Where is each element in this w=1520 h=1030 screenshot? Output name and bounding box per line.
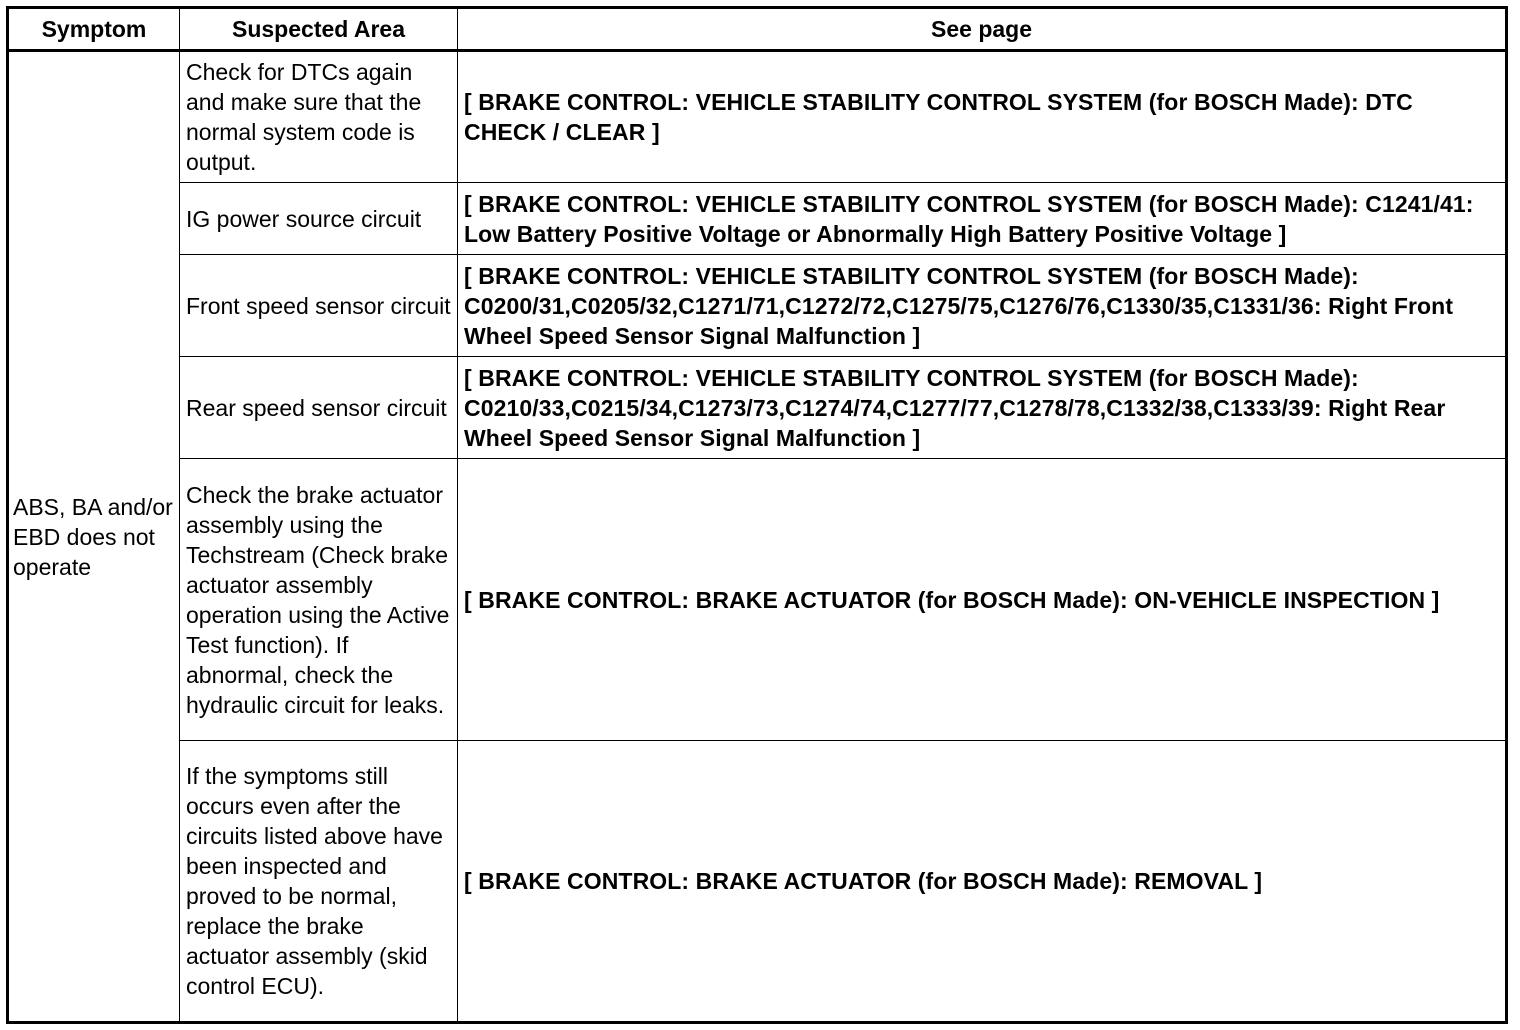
suspected-area-cell: If the symptoms still occurs even after the circuits listed above have been inspected and proved to be normal, replace the brake actuator assembly (skid control ECU). [180, 741, 458, 1023]
see-page-link[interactable]: [ BRAKE CONTROL: BRAKE ACTUATOR (for BOSCH Made): ON-VEHICLE INSPECTION ] [458, 459, 1507, 741]
diagnosis-table [6, 6, 1508, 1024]
table-row [8, 357, 1507, 459]
header-suspected-area: Suspected Area [180, 8, 458, 51]
header-row [8, 8, 1507, 51]
suspected-area-cell: Check the brake actuator assembly using the Techstream (Check brake actuator assembly operation using the Active Test function). If abnormal, check the hydraulic circuit for leaks. [180, 459, 458, 741]
table-row [8, 741, 1507, 1023]
suspected-area-cell: Rear speed sensor circuit [180, 357, 458, 459]
table-row [8, 183, 1507, 255]
see-page-link[interactable]: [ BRAKE CONTROL: VEHICLE STABILITY CONTROL SYSTEM (for BOSCH Made): C0200/31,C0205/32,C1271/71,C1272/72,C1275/75,C1276/76,C1330/35,C1331/36: Right Front Wheel Speed Sensor Signal Malfunction ] [458, 255, 1507, 357]
see-page-link[interactable]: [ BRAKE CONTROL: VEHICLE STABILITY CONTROL SYSTEM (for BOSCH Made): C1241/41: Low Battery Positive Voltage or Abnormally High Battery Positive Voltage ] [458, 183, 1507, 255]
symptom-cell: ABS, BA and/or EBD does not operate [8, 51, 180, 1023]
table-row [8, 51, 1507, 183]
table-row [8, 255, 1507, 357]
suspected-area-cell: IG power source circuit [180, 183, 458, 255]
suspected-area-cell: Front speed sensor circuit [180, 255, 458, 357]
see-page-link[interactable]: [ BRAKE CONTROL: VEHICLE STABILITY CONTROL SYSTEM (for BOSCH Made): C0210/33,C0215/34,C1273/73,C1274/74,C1277/77,C1278/78,C1332/38,C1333/39: Right Rear Wheel Speed Sensor Signal Malfunction ] [458, 357, 1507, 459]
table-row [8, 459, 1507, 741]
header-symptom: Symptom [8, 8, 180, 51]
see-page-link[interactable]: [ BRAKE CONTROL: BRAKE ACTUATOR (for BOSCH Made): REMOVAL ] [458, 741, 1507, 1023]
suspected-area-cell: Check for DTCs again and make sure that the normal system code is output. [180, 51, 458, 183]
header-see-page: See page [458, 8, 1507, 51]
see-page-link[interactable]: [ BRAKE CONTROL: VEHICLE STABILITY CONTROL SYSTEM (for BOSCH Made): DTC CHECK / CLEAR ] [458, 51, 1507, 183]
